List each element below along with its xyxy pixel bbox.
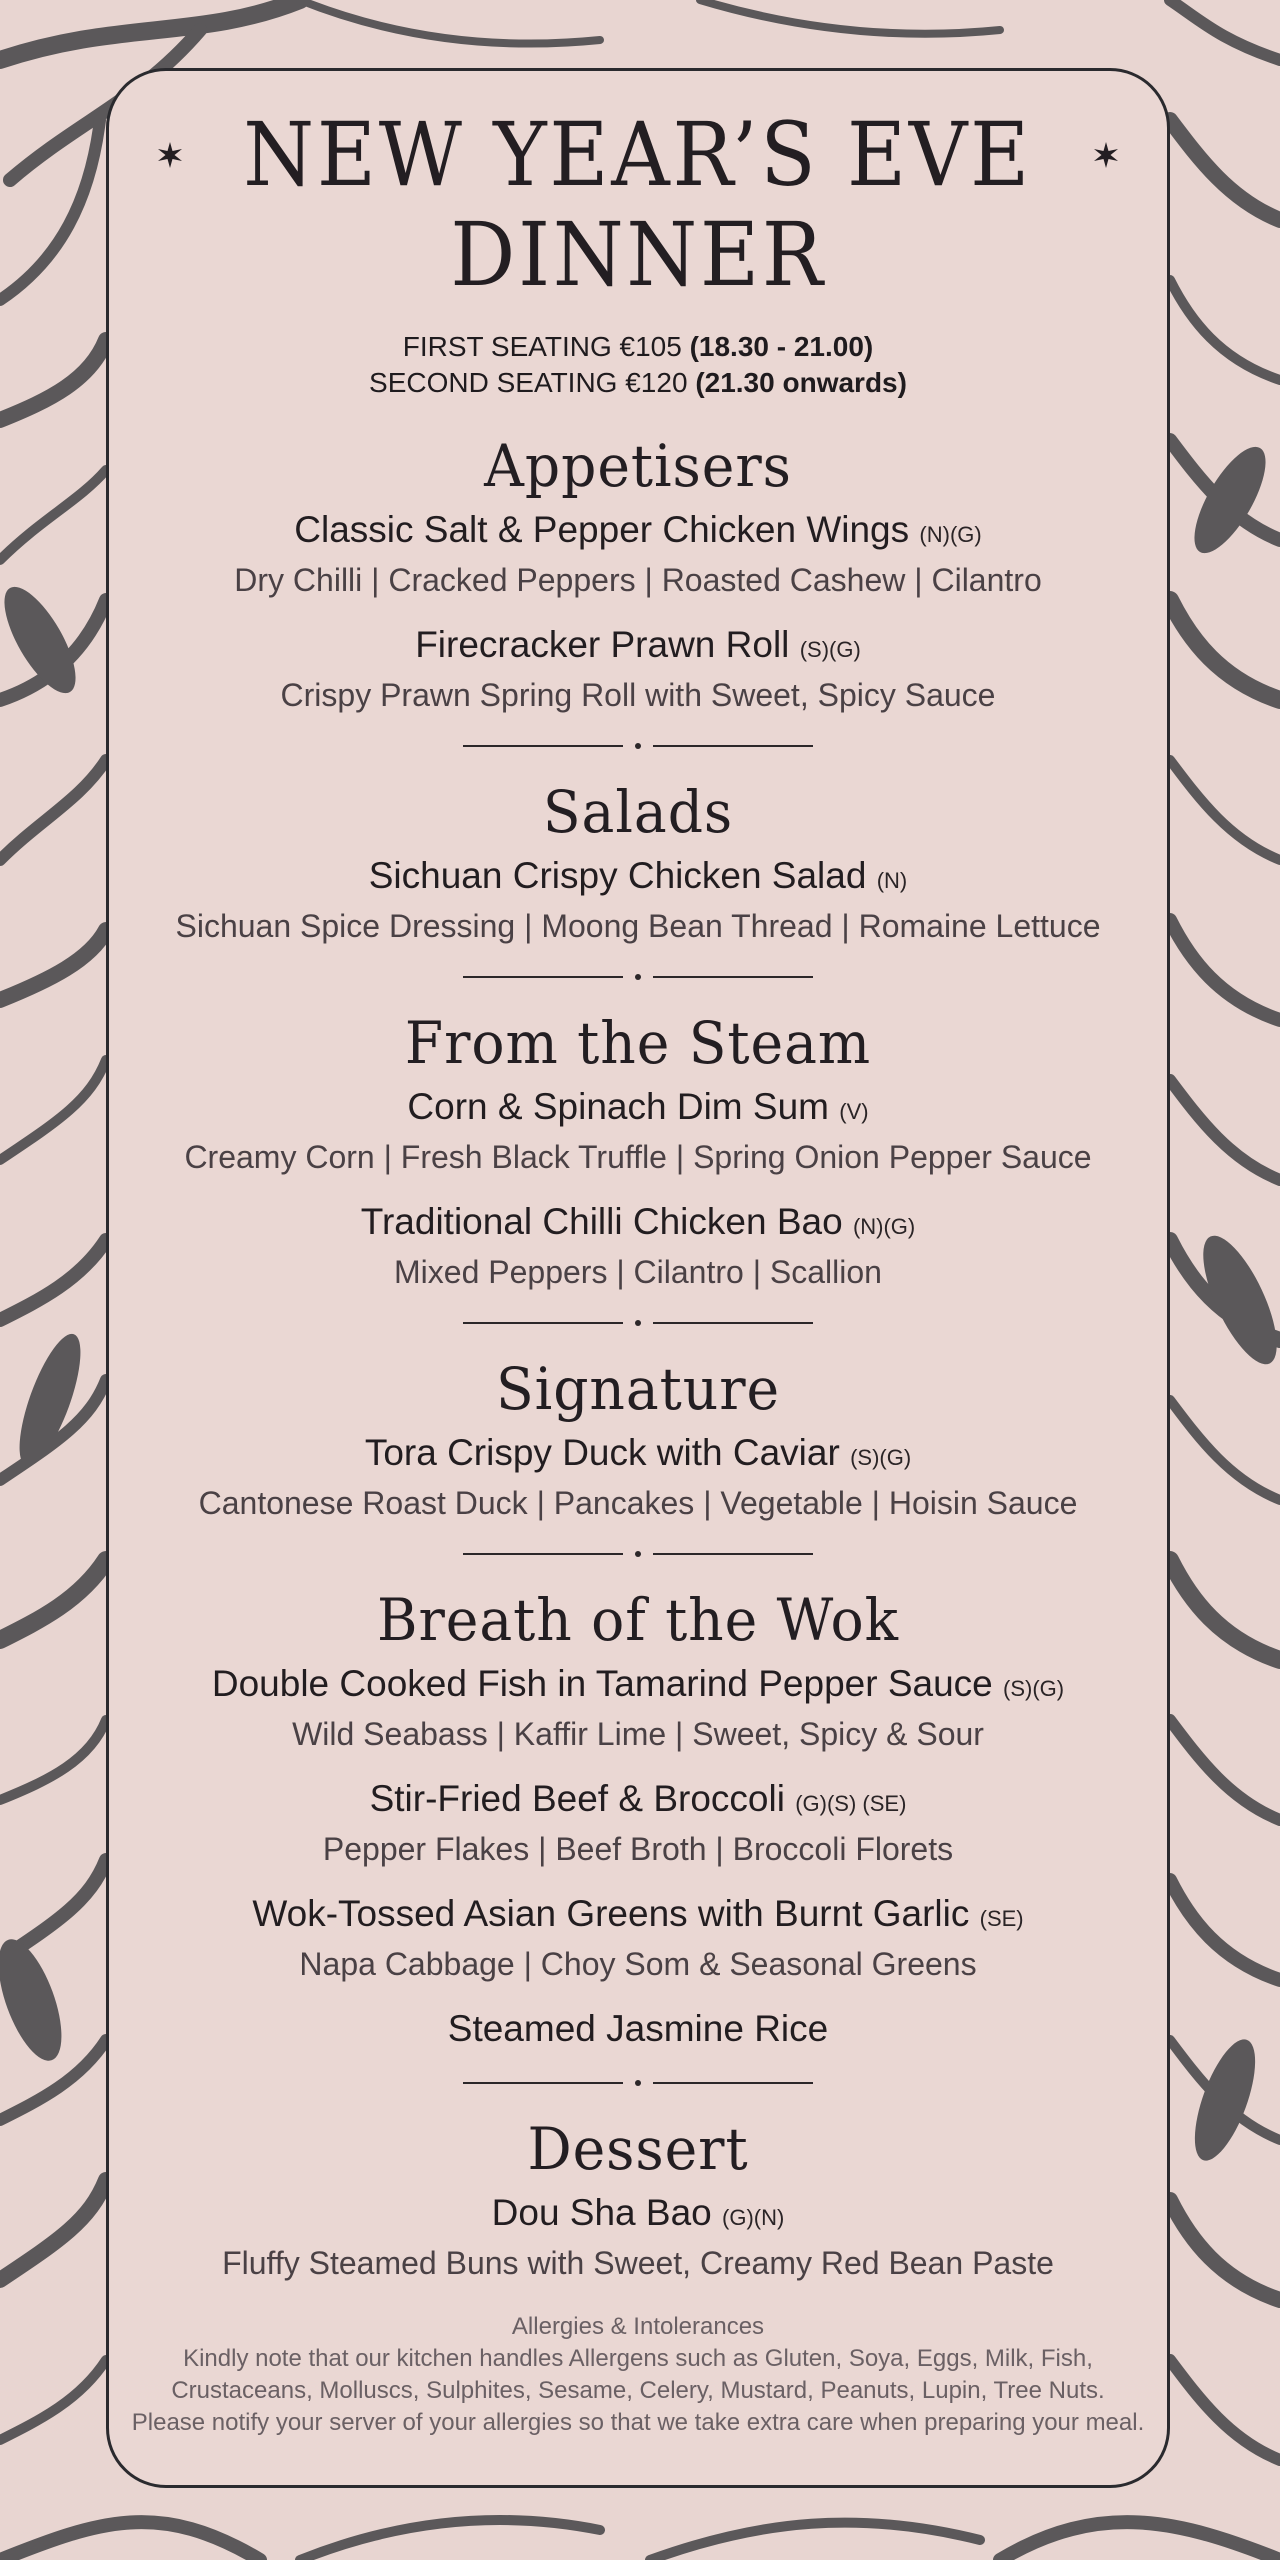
allergen-codes: (N)(G)	[919, 522, 982, 547]
section-title: Dessert	[527, 2115, 749, 2183]
menu-item-name: Dou Sha Bao	[491, 2192, 712, 2233]
menu-item-name: Traditional Chilli Chicken Bao	[360, 1201, 843, 1242]
section-divider	[109, 972, 1167, 982]
allergen-codes: (N)(G)	[852, 1214, 916, 1239]
menu-item-description: Sichuan Spice Dressing | Moong Bean Thread | Romaine Lettuce	[175, 908, 1101, 944]
menu-item	[109, 1661, 1167, 1754]
menu-card	[106, 68, 1170, 2488]
menu-item-name: Wok-Tossed Asian Greens with Burnt Garlic	[252, 1893, 970, 1934]
menu-item-description: Fluffy Steamed Buns with Sweet, Creamy Red Bean Paste	[222, 2245, 1054, 2281]
title-row	[109, 105, 1167, 205]
menu-item-name-row	[109, 1661, 1167, 1712]
divider-line	[653, 1553, 813, 1555]
divider-line	[653, 2082, 813, 2084]
allergy-title: Allergies & Intolerances	[511, 2313, 765, 2340]
allergen-codes: (S)(G)	[850, 1445, 912, 1470]
menu-item-name-row	[109, 1891, 1167, 1942]
section-divider	[109, 1318, 1167, 1328]
divider-dot-icon	[635, 1551, 641, 1557]
menu-item-name: Firecracker Prawn Roll	[415, 624, 790, 665]
allergen-codes: (S)(G)	[1003, 1676, 1065, 1701]
menu-item-name-row	[109, 1430, 1167, 1481]
menu-item	[109, 1891, 1167, 1984]
menu-item-name: Stir-Fried Beef & Broccoli	[369, 1778, 785, 1819]
allergy-notice	[109, 2311, 1167, 2439]
section-title: Appetisers	[484, 432, 792, 500]
divider-dot-icon	[635, 974, 641, 980]
divider-dot-icon	[635, 1320, 641, 1326]
menu-item-name-row	[109, 1199, 1167, 1250]
section-title: From the Steam	[404, 1009, 872, 1077]
first-seating	[109, 329, 1167, 365]
menu-item-description: Dry Chilli | Cracked Peppers | Roasted Cashew | Cilantro	[234, 562, 1042, 598]
menu-item	[109, 2190, 1167, 2283]
menu-item-name: Corn & Spinach Dim Sum	[407, 1086, 829, 1127]
menu-item	[109, 622, 1167, 715]
menu-item-name: Tora Crispy Duck with Caviar	[364, 1432, 840, 1473]
menu-item	[109, 1084, 1167, 1177]
menu-item-name-row	[109, 622, 1167, 673]
second-seating-price: SECOND SEATING €120	[369, 367, 688, 398]
section-divider	[109, 1549, 1167, 1559]
section-title: Signature	[495, 1355, 781, 1423]
menu-item-name: Double Cooked Fish in Tamarind Pepper Sauce	[211, 1663, 993, 1704]
section-title: Breath of the Wok	[377, 1586, 899, 1654]
divider-line	[463, 745, 623, 747]
menu-item-description: Cantonese Roast Duck | Pancakes | Vegetable | Hoisin Sauce	[198, 1485, 1078, 1521]
menu-item-name: Steamed Jasmine Rice	[447, 2008, 829, 2049]
second-seating-time: (21.30 onwards)	[695, 367, 907, 398]
menu-item-name: Sichuan Crispy Chicken Salad	[368, 855, 867, 896]
star-icon	[1093, 142, 1119, 168]
menu-item-description: Pepper Flakes | Beef Broth | Broccoli Florets	[322, 1831, 954, 1867]
divider-line	[463, 2082, 623, 2084]
menu-item	[109, 507, 1167, 600]
menu-item-description: Creamy Corn | Fresh Black Truffle | Spring Onion Pepper Sauce	[184, 1139, 1092, 1175]
section-title: Salads	[542, 778, 734, 846]
menu-item-name-row	[109, 507, 1167, 558]
allergy-line: Please notify your server of your allergies so that we take extra care when preparing your meal.	[131, 2409, 1145, 2436]
seating-info	[109, 329, 1167, 401]
second-seating	[109, 365, 1167, 401]
menu-item	[109, 1776, 1167, 1869]
first-seating-price: FIRST SEATING €105	[402, 331, 682, 362]
allergen-codes: (SE)	[979, 1906, 1024, 1931]
section-divider	[109, 741, 1167, 751]
menu-item-description: Wild Seabass | Kaffir Lime | Sweet, Spicy & Sour	[292, 1716, 984, 1752]
menu-sections	[109, 431, 1167, 2283]
menu-item-description: Napa Cabbage | Choy Som & Seasonal Greens	[299, 1946, 977, 1982]
menu-item-name-row	[109, 1084, 1167, 1135]
menu-title-line-1: NEW YEAR’S EVE	[243, 103, 1033, 206]
menu-item	[109, 1199, 1167, 1292]
menu-item-name-row	[109, 2190, 1167, 2241]
menu-item-name: Classic Salt & Pepper Chicken Wings	[294, 509, 910, 550]
divider-dot-icon	[635, 2080, 641, 2086]
divider-line	[653, 1322, 813, 1324]
divider-line	[653, 745, 813, 747]
allergen-codes: (G)(S) (SE)	[795, 1791, 907, 1816]
divider-line	[653, 976, 813, 978]
menu-item-name-row	[109, 1776, 1167, 1827]
allergy-line: Crustaceans, Molluscs, Sulphites, Sesame, Celery, Mustard, Peanuts, Lupin, Tree Nuts.	[171, 2377, 1105, 2404]
divider-line	[463, 1553, 623, 1555]
allergen-codes: (V)	[839, 1099, 869, 1124]
first-seating-time: (18.30 - 21.00)	[689, 331, 874, 362]
menu-item	[109, 1430, 1167, 1523]
menu-item-name-row	[109, 2006, 1167, 2052]
divider-dot-icon	[635, 743, 641, 749]
menu-item-name-row	[109, 853, 1167, 904]
allergen-codes: (G)(N)	[722, 2205, 785, 2230]
menu-item-description: Crispy Prawn Spring Roll with Sweet, Spicy Sauce	[280, 677, 996, 713]
section-divider	[109, 2078, 1167, 2088]
menu-title-line-2: DINNER	[450, 203, 826, 306]
menu-item	[109, 853, 1167, 946]
menu-item	[109, 2006, 1167, 2052]
allergen-codes: (N)	[876, 868, 908, 893]
star-icon	[157, 142, 183, 168]
divider-line	[463, 976, 623, 978]
divider-line	[463, 1322, 623, 1324]
allergy-line: Kindly note that our kitchen handles Allergens such as Gluten, Soya, Eggs, Milk, Fish,	[183, 2345, 1093, 2372]
allergen-codes: (S)(G)	[799, 637, 861, 662]
menu-item-description: Mixed Peppers | Cilantro | Scallion	[394, 1254, 882, 1290]
